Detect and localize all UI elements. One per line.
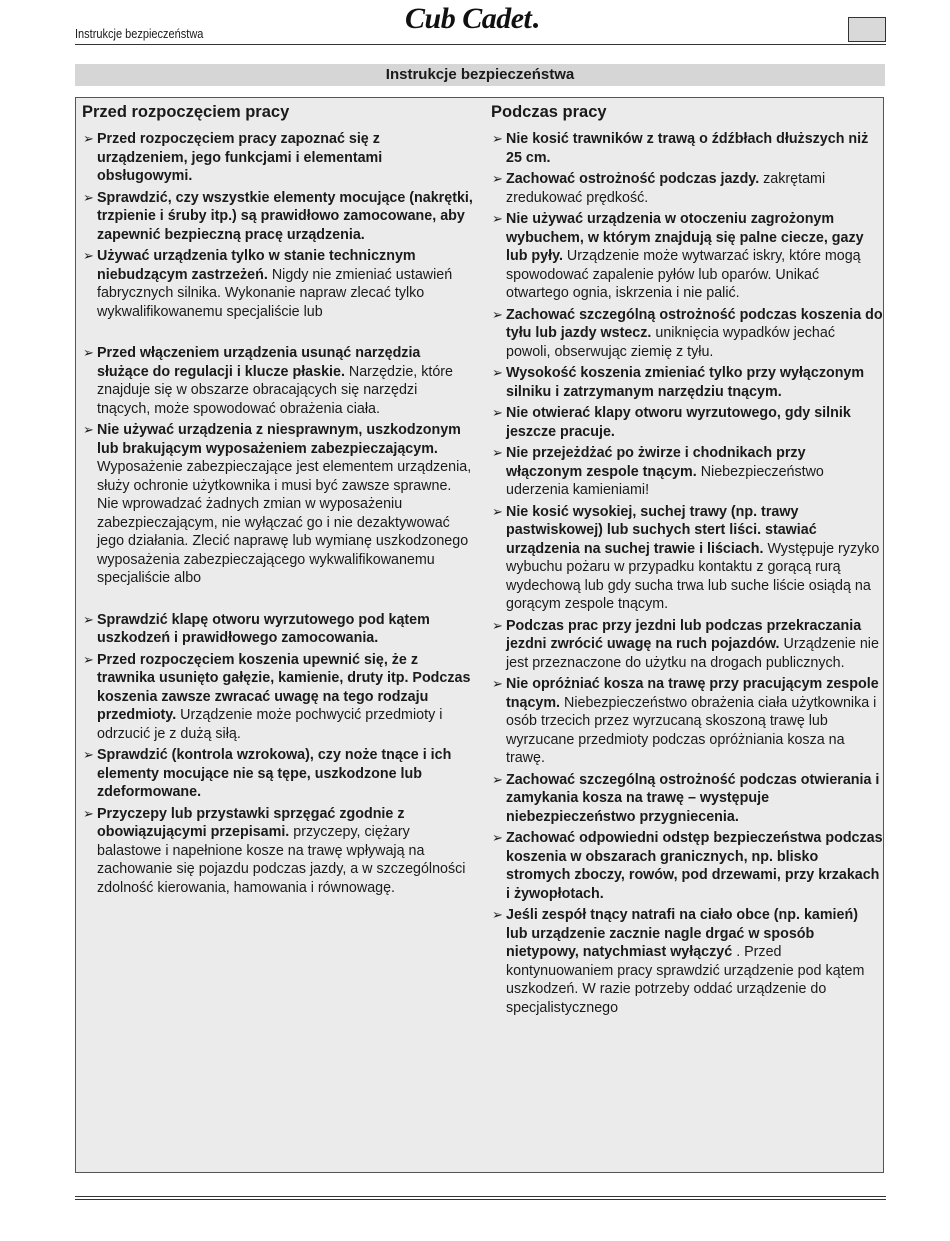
item-bold-text: Przed rozpoczęciem koszenia upewnić się, że z trawnika usunięto gałęzie, kamienie, druty itp. Podczas koszenia zawsze zwracać uwagę na tego rodzaju przedmioty.: [97, 651, 471, 723]
bullet-arrow-icon: ➢: [492, 211, 503, 226]
item-bold-text: Zachować ostrożność podczas jazdy.: [506, 171, 760, 187]
right-column: [491, 102, 883, 1020]
bullet-arrow-icon: ➢: [83, 422, 94, 437]
bullet-arrow-icon: ➢: [83, 131, 94, 146]
item-bold-text: Sprawdzić klapę otworu wyrzutowego pod kątem uszkodzeń i prawidłowego zamocowania.: [97, 611, 430, 646]
bullet-arrow-icon: ➢: [492, 306, 503, 322]
item-bold-text: Przed włączeniem urządzenia usunąć narzędzia służące do regulacji i klucze płaskie.: [97, 345, 421, 380]
bullet-arrow-icon: ➢: [83, 611, 94, 627]
right-list-item: [491, 771, 883, 827]
header-divider: [75, 44, 886, 45]
item-bold-text: Przed rozpoczęciem pracy zapoznać się z urządzeniem, jego funkcjami i elementami obsługowymi.: [97, 131, 383, 184]
right-list-item: [491, 503, 883, 614]
right-list-item: [491, 906, 883, 1017]
left-list-item: [82, 344, 474, 418]
bullet-arrow-icon: ➢: [492, 771, 503, 787]
list-gap: [82, 591, 474, 611]
bullet-arrow-icon: ➢: [83, 747, 94, 762]
left-list-item: [82, 611, 474, 648]
item-bold-text: Wysokość koszenia zmieniać tylko przy wyłączonym silniku i zatrzymanym narzędziu tnącym.: [506, 365, 865, 400]
item-bold-text: Nie przejeżdżać po żwirze i chodnikach przy włączonym zespole tnącym.: [506, 445, 806, 480]
right-list-item: [491, 170, 883, 207]
left-list-item: [82, 247, 474, 321]
item-bold-text: Nie opróżniać kosza na trawę przy pracującym zespole tnącym.: [506, 676, 879, 711]
right-list-item: [491, 829, 883, 903]
item-body-text: Niebezpieczeństwo uderzenia kamieniami!: [506, 463, 824, 498]
item-body-text: zakrętami zredukować prędkość.: [506, 171, 826, 206]
item-body-text: uniknięcia wypadków jechać powoli, obserwując ziemię z tyłu.: [506, 325, 835, 360]
item-body-text: Wyposażenie zabezpieczające jest elementem urządzenia, służy ochronie użytkownika i musi być zawsze sprawne. Nie wprowadzać żadnych zmian w wyposażeniu zabezpieczającym, nie wyłączać go i nie dezaktywować jego działania. Zlecić naprawę lub wymianę uszkodzonego wyposażenia zabezpieczającego wykwalifikowanemu specjaliście albo: [97, 459, 472, 586]
item-body-text: Urządzenie może wytwarzać iskry, które mogą spowodować zapalenie pyłów lub oparów. Unikać otwartego ognia, iskrzenia i nie palić.: [506, 248, 861, 301]
item-body-text: . Przed kontynuowaniem pracy sprawdzić urządzenie pod kątem uszkodzeń. W razie potrzeby oddać urządzenie do specjalistycznego: [506, 944, 865, 1016]
item-body-text: Nigdy nie zmieniać ustawień fabrycznych silnika. Wykonanie napraw zlecać tylko wykwalifikowanemu specjaliście lub: [97, 266, 453, 320]
bullet-arrow-icon: ➢: [83, 345, 94, 360]
left-list-item: [82, 746, 474, 802]
right-list-item: [491, 675, 883, 768]
item-bold-text: Przyczepy lub przystawki sprzęgać zgodnie z obowiązującymi przepisami.: [97, 805, 405, 840]
right-list-item: [491, 306, 883, 362]
left-heading: Przed rozpoczęciem pracy: [82, 103, 290, 121]
bullet-arrow-icon: ➢: [492, 171, 503, 186]
bullet-arrow-icon: ➢: [492, 617, 503, 633]
item-bold-text: Nie kosić trawników z trawą o źdźbłach dłuższych niż 25 cm.: [506, 131, 869, 166]
item-bold-text: Zachować odpowiedni odstęp bezpieczeństwa podczas koszenia w obszarach granicznych, np. blisko stromych zboczy, rowów, pod drzewami, przy krzakach i żywopłotach.: [506, 830, 883, 902]
right-list-item: [491, 444, 883, 500]
item-bold-text: Nie otwierać klapy otworu wyrzutowego, gdy silnik jeszcze pracuje.: [506, 405, 851, 440]
item-body-text: Narzędzie, które znajduje się w obszarze obracających się narzędzi tnących, może spowodować obrażenia ciała.: [97, 363, 453, 417]
bullet-arrow-icon: ➢: [492, 676, 503, 691]
item-bold-text: Używać urządzenia tylko w stanie technicznym niebudzącym zastrzeżeń.: [97, 248, 416, 283]
item-bold-text: Sprawdzić (kontrola wzrokowa), czy noże tnące i ich elementy mocujące nie są tępe, uszkodzone lub zdeformowane.: [97, 747, 452, 800]
item-bold-text: Zachować szczególną ostrożność podczas otwierania i zamykania kosza na trawę – występuje niebezpieczeństwo przygniecenia.: [506, 771, 880, 825]
item-body-text: Niebezpieczeństwo obrażenia ciała użytkownika i osób trzecich przez wyrzucaną skoszoną trawę lub wyrzucane przedmioty podczas opróżniania kosza na trawę.: [506, 694, 877, 766]
item-body-text: Urządzenie nie jest przeznaczone do użytku na drogach publicznych.: [506, 636, 879, 671]
item-bold-text: Nie używać urządzenia w otoczeniu zagrożonym wybuchem, w którym znajdują się palne ciecze, gazy lub pyły.: [506, 211, 864, 264]
item-body-text: Występuje ryzyko wybuchu pożaru w przypadku kontaktu z gorącą rurą wydechową lub gdy sucha trwa lub suche liście osiądą na gorącym zespole tnącym.: [506, 540, 880, 612]
bullet-arrow-icon: ➢: [492, 131, 503, 146]
item-bold-text: Zachować szczególną ostrożność podczas koszenia do tyłu lub jazdy wstecz.: [506, 306, 883, 341]
bullet-arrow-icon: ➢: [83, 651, 94, 667]
bullet-arrow-icon: ➢: [492, 907, 503, 922]
bullet-arrow-icon: ➢: [83, 805, 94, 821]
left-list-item: [82, 651, 474, 744]
logo-dot-icon: [533, 23, 538, 28]
item-bold-text: Sprawdzić, czy wszystkie elementy mocujące (nakrętki, trzpienie i śruby itp.) są prawidłowo zamocowane, aby zapewnić bezpieczną pracę urządzenia.: [97, 189, 473, 243]
right-list-item: [491, 617, 883, 673]
bullet-arrow-icon: ➢: [83, 248, 94, 263]
bullet-arrow-icon: ➢: [83, 189, 94, 205]
header-section-label: Instrukcje bezpieczeństwa: [75, 27, 204, 41]
right-list-item: [491, 404, 883, 441]
content-panel: [75, 97, 884, 1173]
right-heading: Podczas pracy: [491, 103, 607, 121]
page-title: Instrukcje bezpieczeństwa: [75, 64, 885, 86]
left-list-item: [82, 805, 474, 898]
item-bold-text: Jeśli zespół tnący natrafi na ciało obce (np. kamień) lub urządzenie zacznie nagle drgać w sposób nietypowy, natychmiast wyłączyć: [506, 907, 858, 960]
footer-divider: [75, 1196, 886, 1197]
logo-text: Cub Cadet: [405, 2, 532, 35]
item-bold-text: Podczas prac przy jezdni lub podczas przekraczania jezdni zwrócić uwagę na ruch pojazdów.: [506, 617, 862, 652]
right-list-item: [491, 130, 883, 167]
left-list-item: [82, 130, 474, 186]
right-list-item: [491, 210, 883, 303]
left-list-item: [82, 421, 474, 588]
bullet-arrow-icon: ➢: [492, 445, 503, 460]
right-list-item: [491, 364, 883, 401]
footer-divider-secondary: [75, 1199, 886, 1200]
left-list-item: [82, 189, 474, 245]
item-body-text: Urządzenie może pochwycić przedmioty i odrzucić je z dużą siłą.: [97, 707, 443, 742]
list-gap: [82, 324, 474, 344]
page-corner-box: [848, 17, 886, 42]
item-body-text: przyczepy, ciężary balastowe i napełnione kosze na trawę wpływają na zachowanie się pojazdu podczas jazdy, a w szczególności zdolność kierowania, hamowania i równowagę.: [97, 824, 466, 896]
bullet-arrow-icon: ➢: [492, 503, 503, 519]
item-bold-text: Nie używać urządzenia z niesprawnym, uszkodzonym lub brakującym wyposażeniem zabezpieczającym.: [97, 422, 461, 457]
cub-cadet-logo: [405, 2, 538, 36]
item-bold-text: Nie kosić wysokiej, suchej trawy (np. trawy pastwiskowej) lub suchych stert liści. stawiać urządzenia na suchej trawie i liściach.: [506, 503, 817, 557]
left-column: [82, 102, 474, 900]
bullet-arrow-icon: ➢: [492, 405, 503, 420]
bullet-arrow-icon: ➢: [492, 830, 503, 845]
bullet-arrow-icon: ➢: [492, 365, 503, 380]
